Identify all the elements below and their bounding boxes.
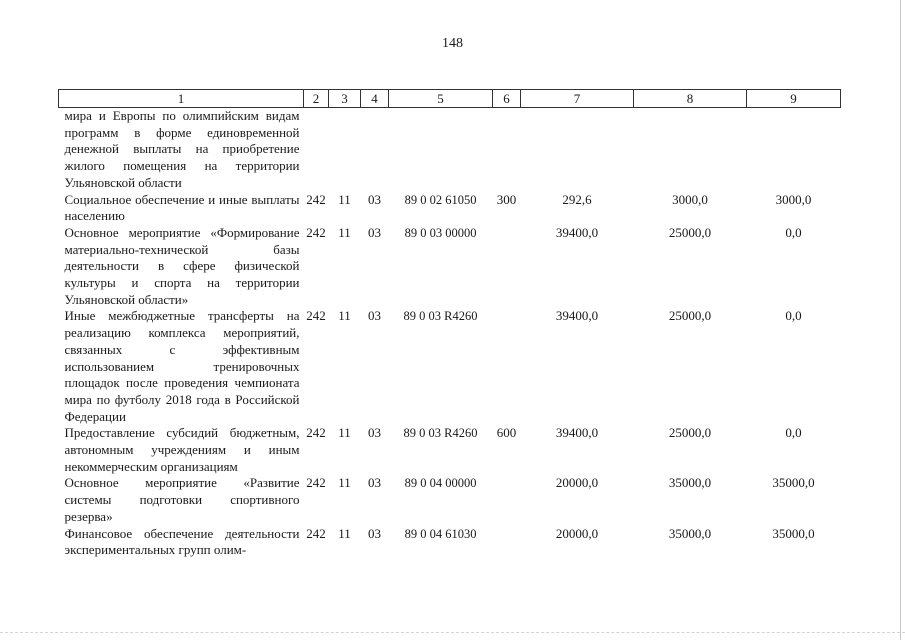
table-row <box>59 425 841 475</box>
header-col-3: 3 <box>329 90 361 108</box>
cell-amount-7: 39400,0 <box>555 425 599 441</box>
cell-amount-8: 35000,0 <box>668 475 712 491</box>
cell-amount-9: 0,0 <box>785 308 802 324</box>
cell-expense-type <box>493 526 521 559</box>
cell-admin: 242 <box>306 475 326 491</box>
cell-section: 11 <box>338 425 351 441</box>
cell-section: 11 <box>338 475 351 491</box>
cell-target-article: 89 0 02 61050 <box>404 192 477 207</box>
cell-target-article: 89 0 04 61030 <box>404 526 477 541</box>
cell-section: 11 <box>338 191 351 207</box>
row-description: Основное мероприятие «Формирование материально-технической базы деятельности в сфере физической культуры и спорта на территории Ульяновской области» <box>64 224 300 307</box>
cell-expense-type <box>493 475 521 525</box>
cell-amount-8: 35000,0 <box>668 525 712 541</box>
row-description: Финансовое обеспечение деятельности экспериментальных групп олим- <box>64 525 300 558</box>
header-col-4: 4 <box>361 90 389 108</box>
cell-admin <box>304 108 329 192</box>
table-row <box>59 225 841 309</box>
cell-amount-7: 39400,0 <box>555 308 599 324</box>
scan-noise <box>0 632 905 634</box>
cell-subsection: 03 <box>368 425 381 441</box>
row-description: Иные межбюджетные трансферты на реализацию комплекса мероприятий, связанных с эффективным использованием тренировочных площадок после проведения чемпионата мира по футболу 2018 года в Российской Федерации <box>64 308 300 424</box>
cell-expense-type: 600 <box>496 425 517 441</box>
header-col-6: 6 <box>493 90 521 108</box>
header-col-8: 8 <box>634 90 747 108</box>
cell-section <box>329 108 361 192</box>
cell-section: 11 <box>338 224 351 240</box>
cell-amount-8 <box>634 108 747 192</box>
cell-amount-9 <box>747 108 841 192</box>
page-edge <box>900 0 901 640</box>
header-col-1: 1 <box>59 90 304 108</box>
cell-admin: 242 <box>306 224 326 240</box>
cell-expense-type <box>493 308 521 425</box>
cell-amount-7: 20000,0 <box>555 525 599 541</box>
header-col-9: 9 <box>747 90 841 108</box>
table-row <box>59 108 841 192</box>
cell-target-article <box>389 108 493 192</box>
cell-subsection: 03 <box>368 308 381 324</box>
table-row <box>59 192 841 225</box>
cell-amount-8: 25000,0 <box>668 224 712 240</box>
cell-expense-type: 300 <box>496 191 517 207</box>
row-description: Основное мероприятие «Развитие системы подготовки спортивного резерва» <box>64 475 300 524</box>
cell-amount-8: 3000,0 <box>672 191 708 207</box>
cell-subsection <box>361 108 389 192</box>
cell-section: 11 <box>338 308 351 324</box>
cell-expense-type <box>493 108 521 192</box>
cell-target-article: 89 0 03 00000 <box>404 225 477 240</box>
cell-amount-9: 35000,0 <box>772 475 815 491</box>
row-description: мира и Европы по олимпийским видам программ в форме единовременной денежной выплаты на приобретение жилого помещения на территории Ульяновской области <box>64 108 300 190</box>
cell-amount-9: 3000,0 <box>775 191 812 207</box>
cell-amount-9: 35000,0 <box>772 525 815 541</box>
cell-admin: 242 <box>306 425 326 441</box>
cell-target-article: 89 0 04 00000 <box>404 476 477 491</box>
table-row <box>59 308 841 425</box>
cell-admin: 242 <box>306 525 326 541</box>
cell-admin: 242 <box>306 308 326 324</box>
cell-subsection: 03 <box>368 475 381 491</box>
row-description: Предоставление субсидий бюджетным, автономным учреждениям и иным некоммерческим организациям <box>64 425 300 474</box>
budget-table <box>58 89 841 559</box>
cell-amount-8: 25000,0 <box>668 425 712 441</box>
cell-amount-7: 20000,0 <box>555 475 599 491</box>
cell-expense-type <box>493 225 521 309</box>
cell-target-article: 89 0 03 R4260 <box>403 309 478 324</box>
cell-amount-7: 39400,0 <box>555 224 599 240</box>
row-description: Социальное обеспечение и иные выплаты населению <box>64 191 300 224</box>
header-col-5: 5 <box>389 90 493 108</box>
cell-amount-7: 292,6 <box>562 191 592 207</box>
cell-amount-8: 25000,0 <box>668 308 712 324</box>
header-col-2: 2 <box>304 90 329 108</box>
cell-target-article: 89 0 03 R4260 <box>403 426 478 441</box>
table-header-row <box>59 90 841 108</box>
cell-amount-9: 0,0 <box>785 425 802 441</box>
header-col-7: 7 <box>521 90 634 108</box>
table-row <box>59 475 841 525</box>
cell-section: 11 <box>338 525 351 541</box>
cell-amount-9: 0,0 <box>785 224 802 240</box>
table-row <box>59 526 841 559</box>
cell-subsection: 03 <box>368 224 381 240</box>
page-number: 148 <box>442 36 463 51</box>
cell-amount-7 <box>521 108 634 192</box>
cell-admin: 242 <box>306 191 326 207</box>
cell-subsection: 03 <box>368 525 381 541</box>
cell-subsection: 03 <box>368 191 381 207</box>
